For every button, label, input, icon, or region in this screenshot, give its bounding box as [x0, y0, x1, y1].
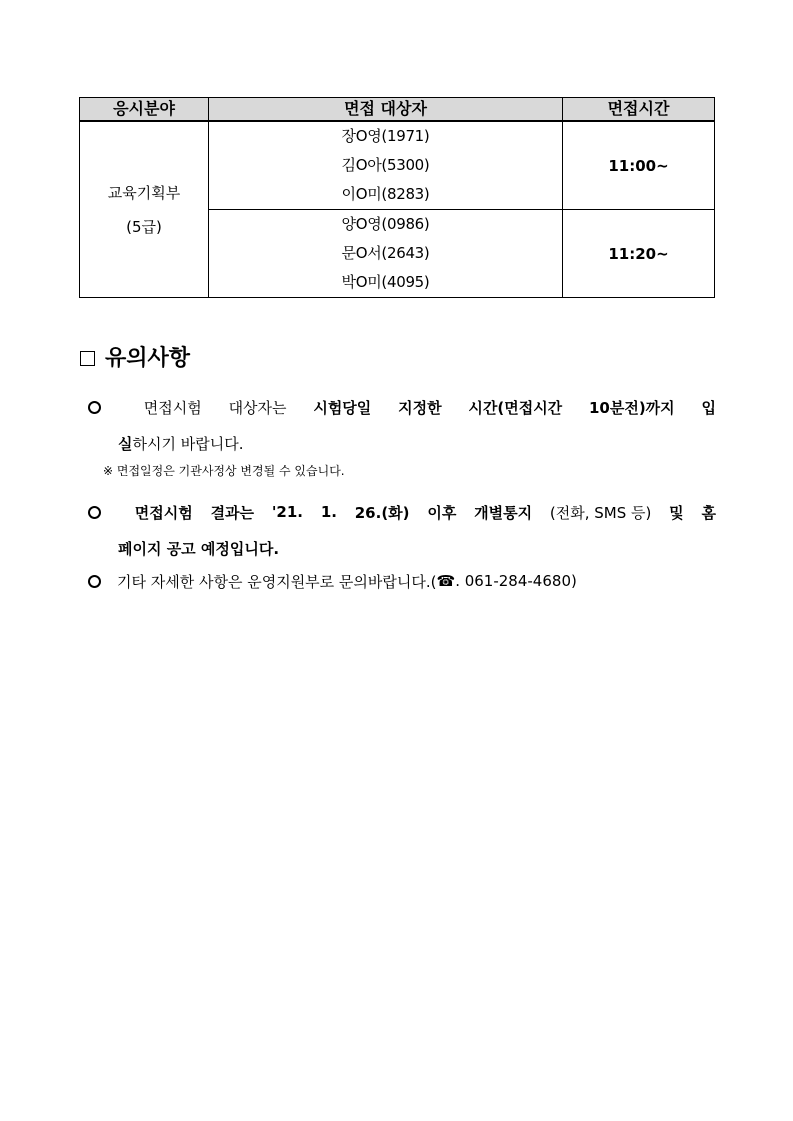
notice-word: 10분전)까지 [588, 398, 675, 417]
notice-word: (전화, SMS 등) [549, 503, 652, 522]
table-header-row [80, 98, 715, 122]
notice-word: 실 [118, 434, 133, 453]
notice-word: 1. [320, 503, 337, 521]
section-title [80, 344, 190, 374]
notice-word: 이후 [427, 503, 457, 522]
notice-item-2 [88, 494, 716, 566]
interview-time: 11:20~ [563, 210, 715, 298]
candidates-cell [209, 210, 563, 298]
notice-word: 개별통지 [474, 503, 533, 522]
candidates-cell [209, 121, 563, 210]
notice-word: 시험당일 [313, 398, 372, 417]
section-title-text: 유의사항 [105, 346, 191, 371]
table-row [80, 121, 715, 210]
field-cell [80, 121, 209, 298]
header-time: 면접시간 [563, 98, 715, 122]
notice-word: 입 [701, 398, 716, 417]
interview-schedule-table [79, 97, 715, 298]
notice-text: 기타 자세한 사항은 운영지원부로 문의바랍니다.( [117, 572, 437, 591]
candidate: 박O미(4095) [341, 273, 430, 291]
footnote: ※ 면접일정은 기관사정상 변경될 수 있습니다. [103, 464, 345, 478]
candidate: 문O서(2643) [341, 244, 430, 262]
interview-time: 11:00~ [563, 121, 715, 210]
notice-word: '21. [271, 503, 304, 521]
circle-bullet-icon [88, 506, 101, 519]
notice-item-1 [88, 389, 716, 461]
candidate: 장O영(1971) [341, 127, 430, 145]
field-grade: (5급) [126, 217, 162, 236]
notice-word: 지정한 [398, 398, 442, 417]
circle-bullet-icon [88, 575, 101, 588]
candidate: 이O미(8283) [341, 185, 430, 203]
field-name: 교육기획부 [107, 183, 181, 202]
phone-icon: ☎ [436, 572, 456, 590]
notice-word: 및 [669, 503, 684, 522]
notice-word: 결과는 [210, 503, 255, 522]
phone-number: . 061-284-4680) [455, 572, 577, 590]
notice-text: 페이지 공고 예정입니다. [118, 539, 280, 558]
notice-word: 면접시험 [134, 503, 193, 522]
notice-word: 홈 [701, 503, 716, 522]
notice-text: 하시기 바랍니다. [132, 434, 244, 453]
header-field: 응시분야 [80, 98, 209, 122]
notice-word: 면접시험 [143, 398, 202, 417]
candidate: 양O영(0986) [341, 215, 430, 233]
notice-word: 대상자는 [228, 398, 287, 417]
checkbox-square-icon [80, 351, 95, 366]
notice-word: 시간(면접시간 [468, 398, 563, 417]
header-candidates: 면접 대상자 [209, 98, 563, 122]
notice-word: 26.(화) [354, 503, 410, 522]
circle-bullet-icon [88, 401, 101, 414]
notice-item-3 [88, 563, 716, 599]
candidate: 김O아(5300) [341, 156, 430, 174]
